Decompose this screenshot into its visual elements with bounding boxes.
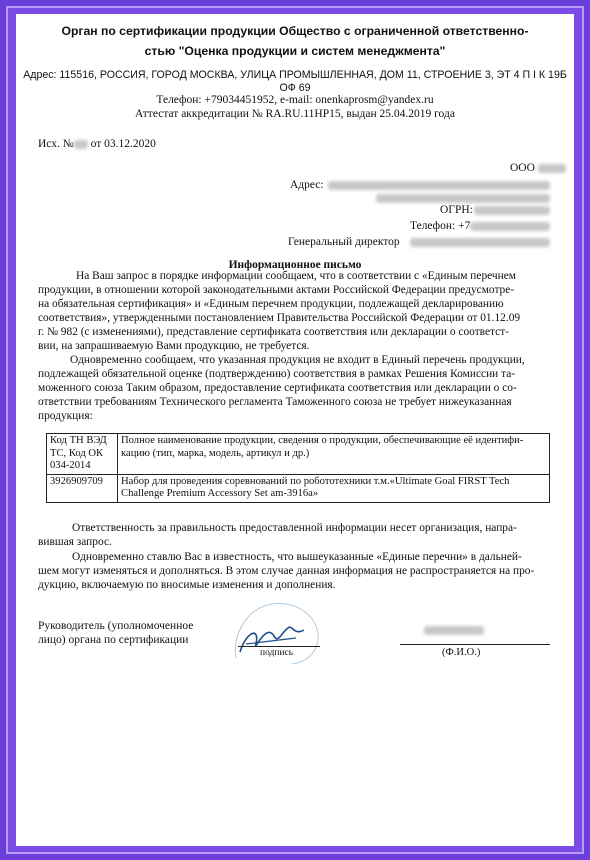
outgoing-number [38,138,156,150]
accreditation-certificate: Аттестат аккредитации № RA.RU.11НР15, выдан 25.04.2019 года [135,108,455,120]
paragraph-2-line: Одновременно сообщаем, что указанная продукция не входит в Единый перечень продукции, [70,354,525,366]
recipient-address-label: Адрес: [290,179,324,191]
paragraph-4-line: Одновременно ставлю Вас в известность, что вышеуказанные «Единые перечни» в дальней- [72,551,522,563]
table-header-code-line: ТС, Код ОК [50,447,104,459]
table-cell-code: 3926909709 [47,474,118,502]
paragraph-3-line: Ответственность за правильность предоставленной информации несет организация, напра- [72,522,517,534]
paragraph-1 [38,270,558,353]
paragraph-2-line: ответствии требованиям Технического регламента Таможенного союза не требует нижеуказанная [38,395,512,408]
table-header-code [47,434,118,475]
issuer-address-line-2: ОФ 69 [279,82,311,94]
table-cell-name-line: Набор для проведения соревнований по робототехники т.м.«Ultimate Goal FIRST Tech [121,475,510,487]
paragraph-1-line: соответствия», утвержденными постановлением Правительства Российской Федерации от 01.12.09 [38,311,521,324]
table-row [47,474,550,502]
outgoing-number-prefix: Исх. № [38,138,74,150]
issuer-address-line-1: Адрес: 115516, РОССИЯ, ГОРОД МОСКВА, УЛИЦА ПРОМЫШЛЕННАЯ, ДОМ 11, СТРОЕНИЕ 3, ЭТ 4 П I К 19Б [23,69,567,81]
paragraph-1-line: г. № 982 (с изменениями), представление сертификата соответствия или декларации о соответст- [38,325,509,338]
signature-stamp [216,592,336,672]
fio-caption: (Ф.И.О.) [442,647,481,658]
redacted-address-line-1 [328,181,550,190]
table-header-code-line: Код ТН ВЭД [50,435,107,446]
redacted-company [538,164,566,173]
paragraph-4 [38,551,558,593]
recipient-phone-label: Телефон: +7 [410,220,471,232]
redacted-address-line-2 [376,194,550,203]
signature-line [238,646,320,647]
table-header-code-line: 034-2014 [50,460,91,472]
table-cell-name-line: Challenge Premium Accessory Set am-3916а» [121,488,319,500]
paragraph-3 [38,522,558,550]
redacted-phone [470,222,550,231]
paragraph-3-line: вившая запрос. [38,535,112,548]
fio-line [400,644,550,645]
paragraph-2-line: подлежащей обязательной оценке (подтверждению) соответствия в рамках Решения Комиссии та- [38,367,516,380]
issuer-phone-email: Телефон: +79034451952, e-mail: onenkaprosm@yandex.ru [156,94,434,106]
recipient-company-prefix: ООО [510,162,535,174]
redacted-number [74,140,88,149]
letter-title: Информационное письмо [228,259,362,271]
paragraph-1-line: продукции, в отношении которой законодательными актами Российской Федерации предусмотре- [38,283,515,296]
recipient-company [510,162,566,174]
document-page [16,14,574,846]
paragraph-2 [38,354,558,424]
paragraph-2-line: продукция: [38,409,93,422]
signer-role-line-1: Руководитель (уполномоченное [38,620,194,632]
redacted-ogrn [474,206,550,215]
products-table [46,433,550,503]
paragraph-4-line: дукцию, включаемую по вносимые изменения и дополнения. [38,578,336,591]
issuer-title-line-1: Орган по сертификации продукции Общество с ограниченной ответственно- [61,24,529,38]
paragraph-1-line: на обязательная сертификация» и «Единым перечнем продукции, подлежащей декларированию [38,297,504,310]
redacted-director-name [410,238,550,247]
table-header-name-line: кацию (тип, марка, модель, артикул и др.) [121,447,310,459]
outgoing-date: от 03.12.2020 [87,138,156,150]
signer-role-line-2: лицо) органа по сертификации [38,634,189,646]
director-label: Генеральный директор [288,236,400,248]
issuer-title-line-2: стью "Оценка продукции и систем менеджмента" [144,44,446,58]
paragraph-1-line: На Ваш запрос в порядке информации сообщаем, что в соответствии с «Единым перечнем [76,270,517,282]
paragraph-2-line: моженного союза Таким образом, предоставление сертификата соответствия или декларации о со- [38,381,517,394]
recipient-ogrn-label: ОГРН: [440,204,473,216]
table-header-name [118,434,550,475]
paragraph-4-line: шем могут изменяться и дополняться. В этом случае данная информация не распространяется на про- [38,564,535,577]
table-header-name-line: Полное наименование продукции, сведения о продукции, обеспечивающие её идентифи- [121,435,524,446]
table-cell-name [118,474,550,502]
paragraph-1-line: вии, на запрашиваемую Вами продукцию, не требуется. [38,339,310,352]
signer-name-redacted [424,626,484,635]
signature-caption: подпись [260,648,294,658]
table-header-row [47,434,550,475]
